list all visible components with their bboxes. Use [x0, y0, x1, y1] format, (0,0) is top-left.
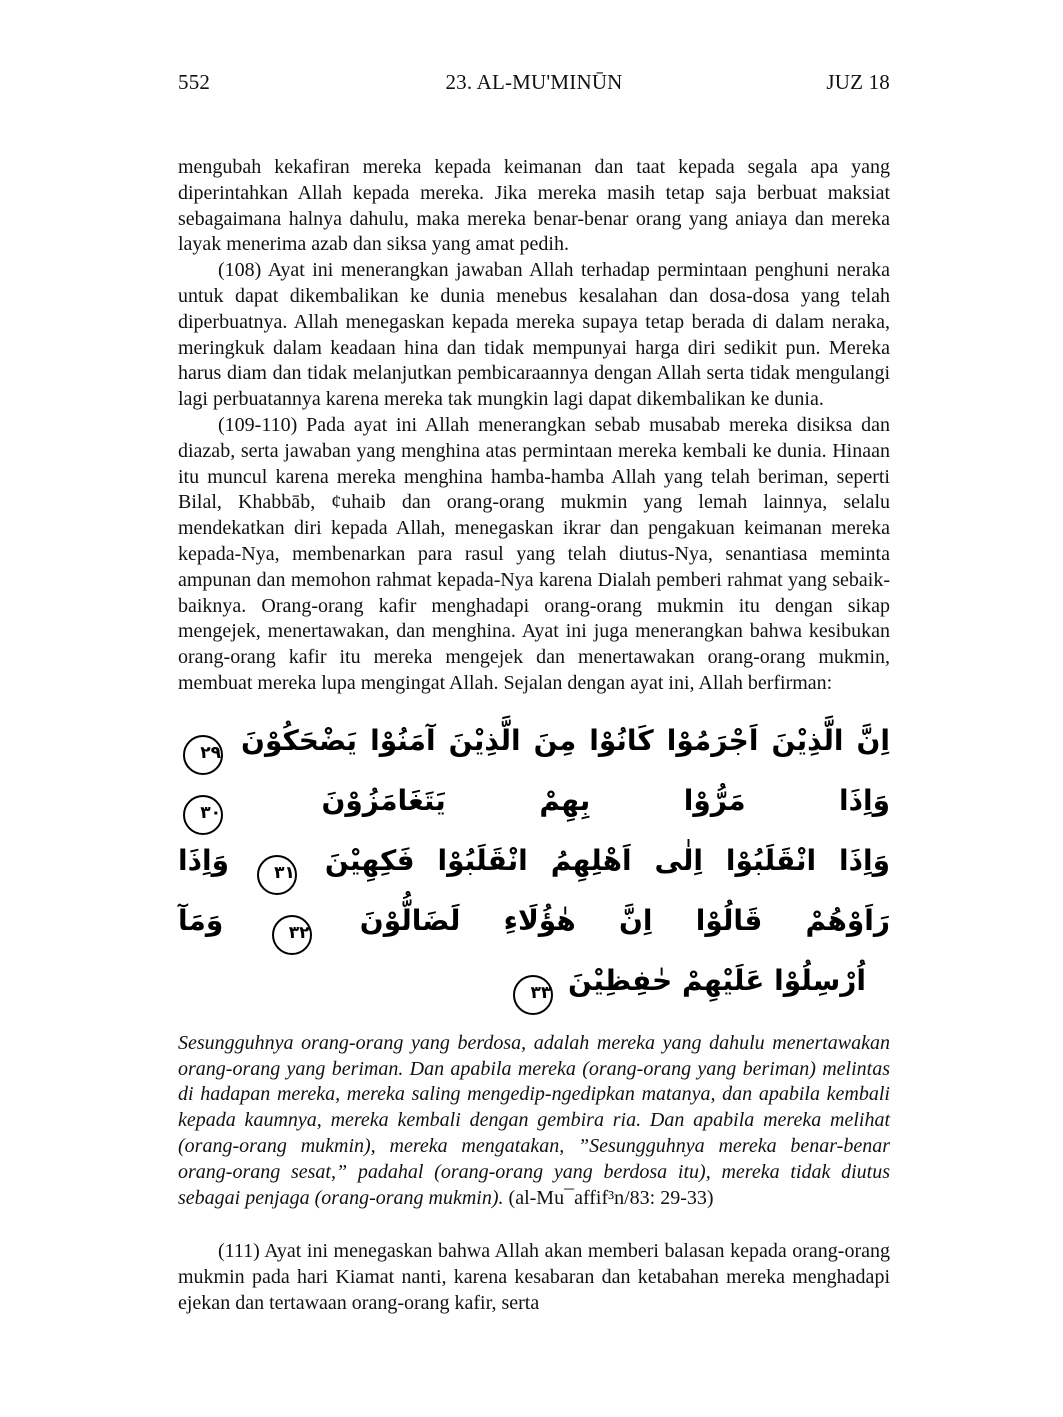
ayah-number-marker: ٢٩: [183, 735, 223, 775]
paragraph-111: (111) Ayat ini menegaskan bahwa Allah akan memberi balasan kepada orang-orang mukmin pada hari Kiamat nanti, karena kesabaran dan ketabahan mereka menghadapi ejekan dan tertawaan orang-orang kafir, serta: [178, 1240, 890, 1314]
quran-verse-block: [178, 715, 890, 1015]
ayah-number-marker: ٣٢: [272, 915, 312, 955]
arabic-verse-line: اُرْسِلُوْا عَلَيْهِمْ حٰفِظِيْنَ ٣٣: [178, 955, 890, 1015]
ayah-number-marker: ٣٠: [183, 795, 223, 835]
paragraph-109-110: (109-110) Pada ayat ini Allah menerangkan sebab musabab mereka disiksa dan diazab, serta jawaban yang menghina atas permintaan mereka kembali ke dunia. Hinaan itu muncul karena mereka menghina hamba-hamba Allah yang telah beriman, seperti Bilal, Khabbāb, ¢uhaib dan orang-orang mukmin yang lemah lainnya, selalu mendekatkan diri kepada Allah, menegaskan ikrar dan pengakuan keimanan mereka kepada-Nya, membenarkan para rasul yang telah diutus-Nya, senantiasa meminta ampunan dan memohon rahmat kepada-Nya karena Dialah pemberi rahmat yang sebaik-baiknya. Orang-orang kafir menghadapi orang-orang mukmin itu dengan sikap mengejek, menertawakan, dan menghina. Ayat ini juga menerangkan bahwa kesibukan orang-orang kafir itu mereka mengejek dan menertawakan orang-orang mukmin, membuat mereka lupa mengingat Allah. Sejalan dengan ayat ini, Allah berfirman:: [178, 413, 890, 694]
ayah-number-marker: ٣١: [257, 855, 297, 895]
paragraph-continuation: mengubah kekafiran mereka kepada keimanan dan taat kepada segala apa yang diperintahkan Allah kepada mereka. Jika mereka masih tetap saja berbuat maksiat sebagaimana halnya dahulu, maka mereka benar-benar orang yang aniaya dan mereka layak menerima azab dan siksa yang amat pedih.: [178, 156, 890, 256]
body-text: [178, 155, 890, 1317]
ayah-number-marker: ٣٣: [513, 975, 553, 1015]
arabic-verse-line: اِنَّ الَّذِيْنَ اَجْرَمُوْا كَانُوْا مِنَ الَّذِيْنَ آمَنُوْا يَضْحَكُوْنَ ٢٩ وَاِذَا مَرُّوْا بِهِمْ يَتَغَامَزُوْنَ ٣٠: [178, 715, 890, 835]
page-number: 552: [178, 70, 211, 94]
verse-citation: (al-Mu¯affif³n/83: 29-33): [503, 1186, 714, 1209]
page-header: [178, 70, 890, 95]
arabic-verse-line: وَاِذَا انْقَلَبُوْا اِلٰى اَهْلِهِمُ انْقَلَبُوْا فَكِهِيْنَ ٣١ وَاِذَا رَاَوْهُمْ قَالُوْا اِنَّ هٰؤُلَاءِ لَضَالُّوْنَ ٣٢ وَمَآ: [178, 835, 890, 955]
paragraph-108: (108) Ayat ini menerangkan jawaban Allah terhadap permintaan penghuni neraka untuk dapat dikembalikan ke dunia menebus kesalahan dan dosa-dosa yang telah diperbuatnya. Allah menegaskan kepada mereka supaya tetap berada di dalam neraka, meringkuk dalam keadaan hina dan tidak mempunyai harga diri sedikit pun. Mereka harus diam dan tidak melanjutkan pembicaraannya dengan Allah serta tidak mengulangi lagi perbuatannya karena mereka tak mungkin lagi dapat dikembalikan ke dunia.: [178, 259, 890, 411]
juz-label: JUZ 18: [826, 70, 890, 94]
translation-text: Sesungguhnya orang-orang yang berdosa, adalah mereka yang dahulu menertawakan orang-orang yang beriman. Dan apabila mereka (orang-orang yang beriman) melintas di hadapan mereka, mereka saling mengedip-ngedipkan matanya, dan apabila kembali kepada kaumnya, mereka kembali dengan gembira ria. Dan apabila mereka melihat (orang-orang mukmin), mereka mengatakan, ”Sesungguhnya mereka benar-benar orang-orang sesat,” padahal (orang-orang yang berdosa itu), mereka tidak diutus sebagai penjaga (orang-orang mukmin).: [178, 1031, 890, 1209]
surah-title: 23. AL-MU'MINŪN: [445, 70, 623, 94]
verse-translation: [178, 1031, 890, 1212]
